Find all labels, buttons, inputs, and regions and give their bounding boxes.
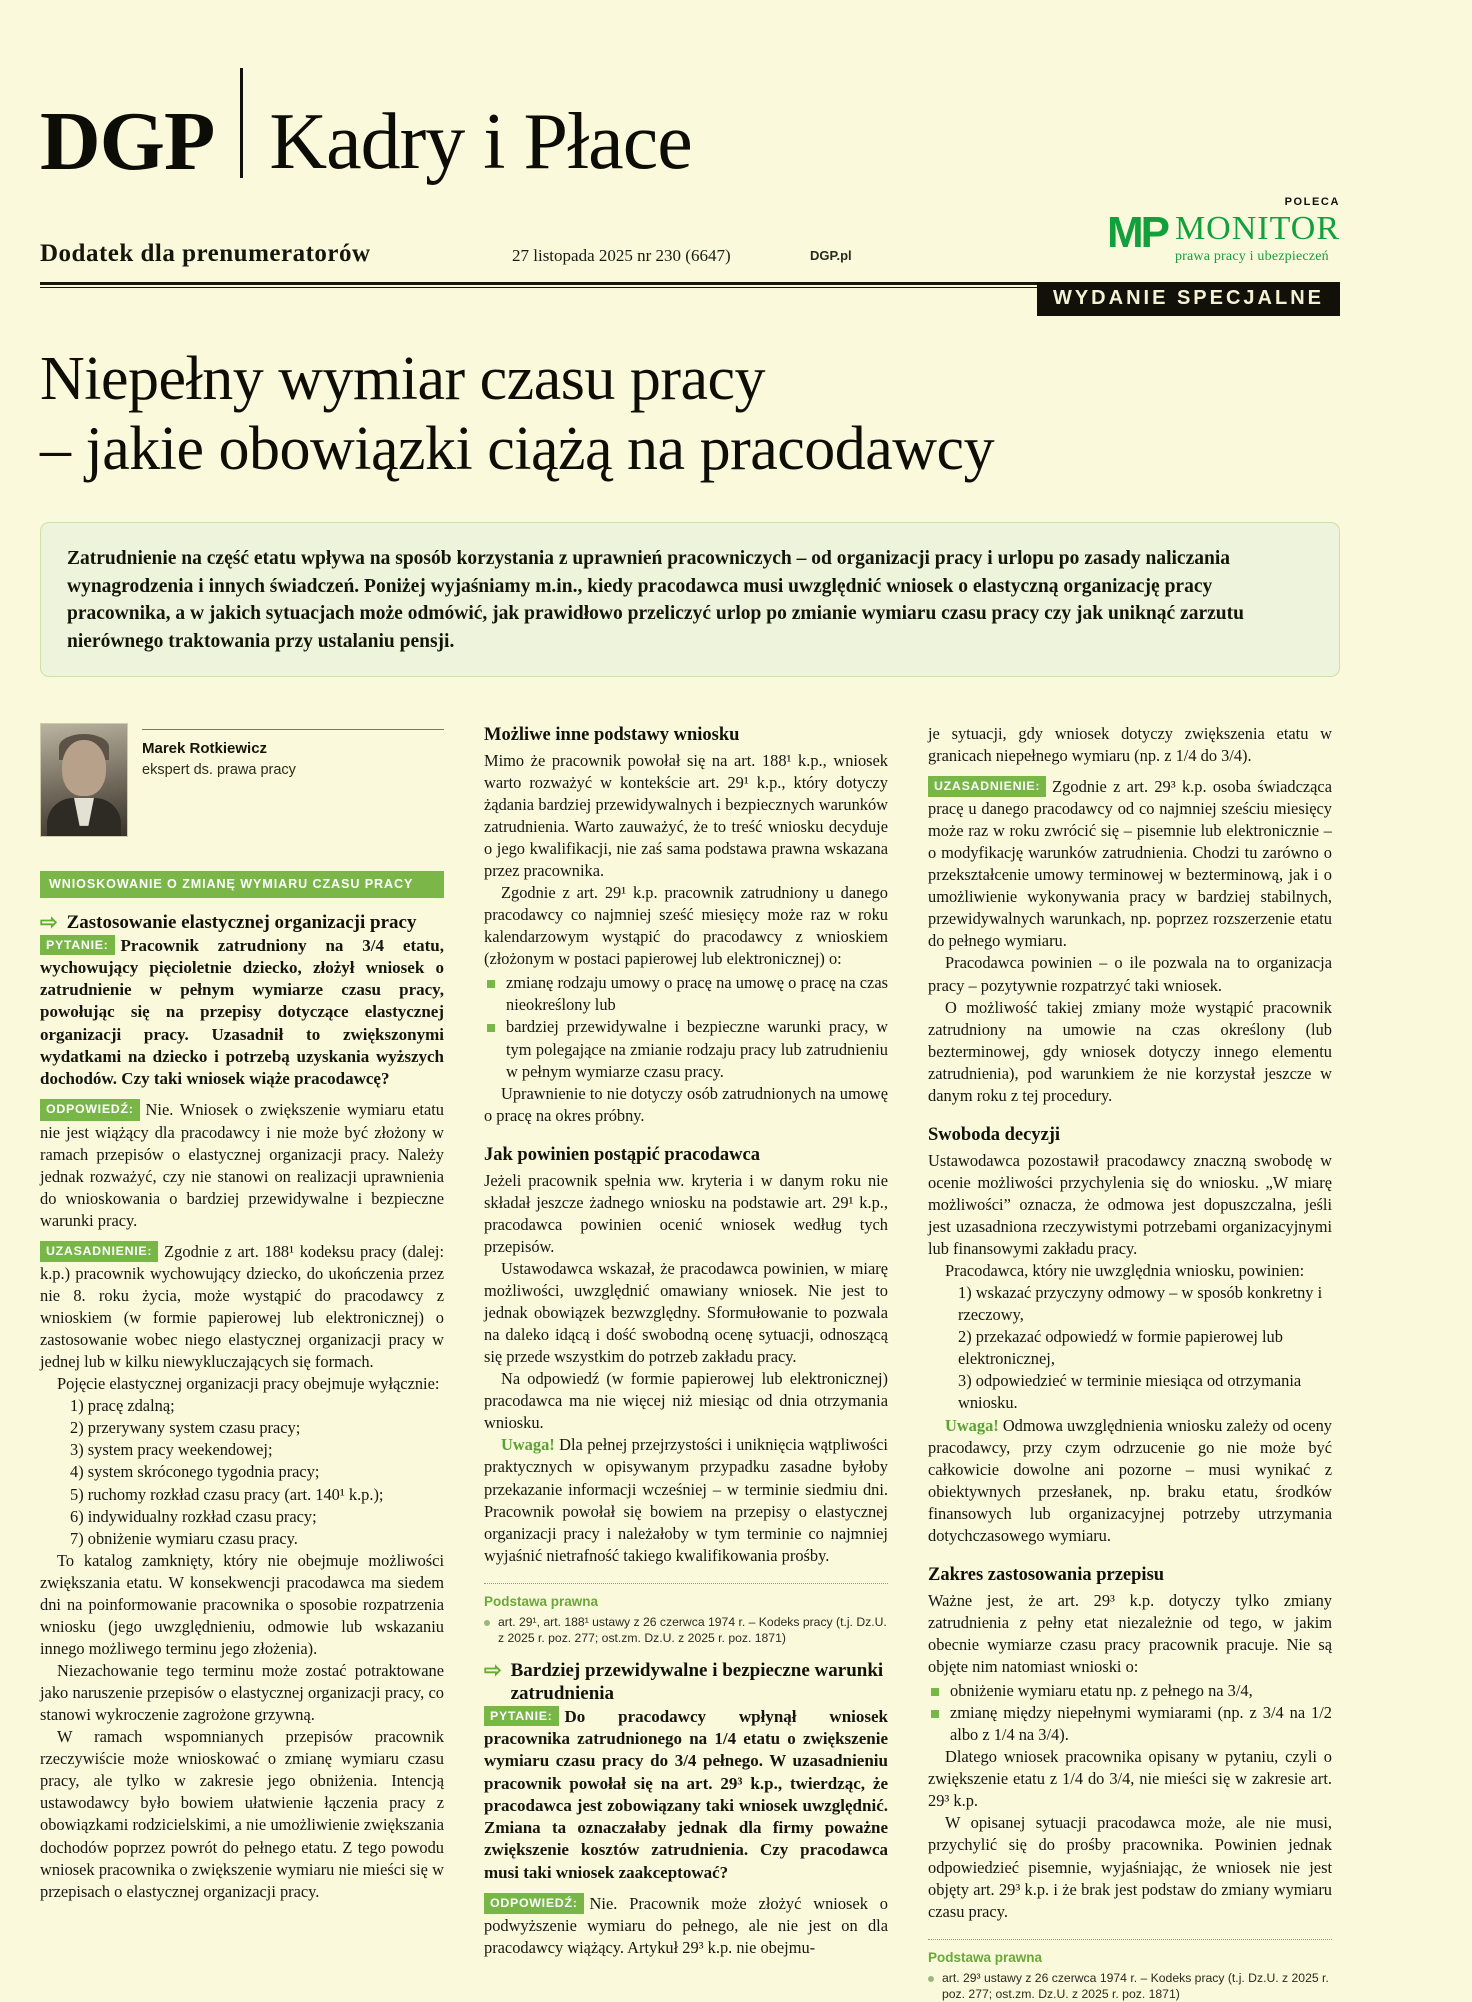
column-1 [40,723,470,2002]
justification-label: UZASADNIENIE: [928,776,1046,797]
paragraph-pojecie: Pojęcie elastycznej organizacji pracy obejmuje wyłącznie: [57,1374,440,1394]
subsection-heading-text [511,1660,888,1706]
note-label: Uwaga! [501,1435,555,1455]
paragraph: je sytuacji, gdy wniosek dotyczy zwiększenia etatu w granicach niepełnego wymiaru (np. z 1/4 do 3/4). [928,723,1332,765]
paragraph: Pracodawca powinien – o ile pozwala na to organizacja pracy – pozytywnie rozpatrzyć taki wniosek. [928,953,1332,995]
author-block [40,723,444,837]
author-role: ekspert ds. prawa pracy [142,762,296,779]
issue-date: 27 listopada 2025 nr 230 (6647) [512,246,731,265]
answer-text: Nie. Pracownik może złożyć wniosek o podwyższenie wymiaru do pełnego, ale nie jest on dla pracodawcy wiążący. Artykuł 29³ k.p. nie obejmu- [484,1893,888,1957]
justification-block [928,776,1332,953]
column-2 [470,723,914,2002]
list-item: 1) pracę zdalną; [70,1396,175,1416]
legal-basis-title: Podstawa prawna [928,1949,1043,1965]
list-item: zmianę rodzaju umowy o pracę na umowę o pracę na czas nieokreślony lub [484,972,888,1016]
question-label: PYTANIE: [484,1706,559,1727]
question-label: PYTANIE: [40,935,115,956]
heading-mozliwe-podstawy: Możliwe inne podstawy wniosku [484,724,740,745]
list-item: 7) obniżenie wymiaru czasu pracy. [70,1528,298,1548]
sub-header [40,196,1340,278]
list-item: 1) wskazać przyczyny odmowy – w sposób konkretny i rzeczowy, [958,1283,1323,1325]
paragraph: O możliwość takiej zmiany może wystąpić pracownik zatrudniony na umowie na czas określony (lub bezterminowej, gdy wniosek dotyczy innego elementu zatrudnienia), pod warunkiem że nie korzystał jeszcze w danym roku z tej procedury. [928,997,1332,1105]
subsection-heading-line-1: Bardziej przewidywalne i bezpieczne warunki [510,1660,884,1682]
subsection-heading-text: Zastosowanie elastycznej organizacji pracy [66,911,417,933]
paragraph-katalog: To katalog zamknięty, który nie obejmuje możliwości zwiększania etatu. W konsekwencji pracodawca ma siedem dni na poinformowanie pracownika o sposobie rozpatrzenia wniosku (jego uwzględnieniu, odmowie lub wskazaniu innego możliwego terminu jego złożenia). [40,1550,444,1658]
list-item: 2) przerywany system czasu pracy; [70,1418,301,1438]
subsection-heading-line-2: zatrudnienia [510,1682,615,1704]
answer-label: ODPOWIEDŹ: [40,1099,140,1120]
list-item: 3) system pracy weekendowej; [70,1440,273,1460]
list-item: 2) przekazać odpowiedź w formie papierowej lub elektronicznej, [958,1327,1283,1369]
arrow-right-icon: ⇨ [484,1658,502,1683]
paragraph: Zgodnie z art. 29¹ k.p. pracownik zatrudniony u danego pracodawcy co najmniej sześć miesięcy może raz w roku kalendarzowym wystąpić do pracodawcy z wnioskiem (złożonym w postaci papierowej lub elektronicznej) o: [484,883,888,969]
note-label: Uwaga! [945,1415,999,1435]
arrow-right-icon: ⇨ [40,909,58,934]
justification-label: UZASADNIENIE: [40,1241,158,1262]
paragraph: Jeżeli pracownik spełnia ww. kryteria i w danym roku nie składał jeszcze żadnego wniosku na podstawie art. 29¹ k.p., pracodawca powinien ocenić wniosek według tych przepisów. [484,1170,888,1256]
headline-line-2: – jakie obowiązki ciążą na pracodawcy [40,415,995,484]
list-item: 3) odpowiedzieć w terminie miesiąca od otrzymania wniosku. [958,1371,1302,1413]
legal-basis-text: art. 29¹, art. 188¹ ustawy z 26 czerwca 1974 r. – Kodeks pracy (t.j. Dz.U. z 2025 r. poz. 277; ost.zm. Dz.U. z 2025 r. poz. 1871) [484,1614,888,1646]
section-title: Kadry i Płace [269,98,692,186]
headline-line-1: Niepełny wymiar czasu pracy [40,345,766,413]
paragraph: Ustawodawca pozostawił pracodawcy znaczną swobodę w ocenie możliwości przychylenia się do wniosku. „W miarę możliwości” oznacza, że odmowa jest dopuszczalna, jeśli jest uzasadniona rzeczywistymi potrzebami organizacyjnymi lub finansowymi zakładu pracy. [928,1150,1332,1259]
paragraph: Ważne jest, że art. 29³ k.p. dotyczy tylko zmiany zatrudnienia z pełny etat niezależnie od tego, w jakim obecnie wymiarze czasu pracy pracownik pracuje. Nie są objęte nim natomiast wnioski o: [928,1590,1332,1676]
article-columns [40,723,1340,2002]
justification-block [40,1241,444,1373]
excluded-requests-list [928,1680,1332,1746]
monitor-title: MONITOR [1174,210,1340,247]
flexible-work-forms-list [40,1395,444,1549]
paragraph: Mimo że pracownik powołał się na art. 188¹ k.p., wniosek warto rozważyć w kontekście art. 29¹ k.p., który dotyczy żądania bardziej przewidywalnych i bezpiecznych warunków zatrudnienia. Warto zauważyć, że to treść wniosku decyduje o jego kwalifikacji, nie zaś sama podstawa prawna wskazana przez pracownika. [484,750,888,881]
paragraph: Dlatego wniosek pracownika opisany w pytaniu, czyli o zwiększenie etatu z 1/4 do 3/4, nie mieści się w zakresie art. 29³ k.p. [928,1747,1332,1811]
paragraph-ramach: W ramach wspomnianych przepisów pracownik rzeczywiście może wnioskować o zmianę wymiaru czasu pracy, ale tylko w zakresie jego obniżenia. Intencją ustawodawcy było bowiem ułatwienie łączenia pracy z obowiązkami rodzicielskimi, a nie umożliwienie zwiększania dochodów poprzez powrót do pełnego etatu. Z tego powodu wniosek pracownika o zwiększenie wymiaru nie mieści się w przepisach o elastycznej organizacji pracy. [40,1727,444,1901]
brand-logo: DGP [40,95,215,189]
author-name: Marek Rotkiewicz [142,739,268,757]
heading-jak-postapic: Jak powinien postąpić pracodawca [484,1144,760,1165]
question-block [484,1706,888,1884]
status-badge: WYDANIE SPECJALNE [1037,282,1340,316]
paragraph: W opisanej sytuacji pracodawca może, ale nie musi, przychylić się do prośby pracownika. Powinien jednak odpowiedzieć pisemnie, wyjaśniając, że wniosek nie jest objęty art. 29³ k.p. i że brak jest podstaw do zmiany wymiaru czasu pracy. [928,1813,1332,1921]
note-text: Odmowa uwzględnienia wniosku zależy od oceny pracodawcy, przy czym odrzucenie go nie może być całkowicie dowolne ani pozorne – musi wynikać z obiektywnych przesłanek, np. braku etatu, środków finansowych lub organizacyjnej potrzeby utrzymania dotychczasowego wymiaru. [928,1415,1332,1545]
note-block [928,1415,1332,1547]
list-item: 5) ruchomy rozkład czasu pracy (art. 140¹ k.p.); [70,1484,384,1504]
legal-basis-box [928,1939,1332,2002]
author-rule [142,729,444,730]
answer-block [484,1893,888,1959]
paragraph: Ustawodawca wskazał, że pracodawca powinien, w miarę możliwości, uwzględnić omawiany wniosek. Nie jest to jednak obowiązek bezwzględny. Sformułowanie to pozwala na daleko idącą i dość swobodną ocenę sytuacji, odnoszącą się przede wszystkim do potrzeb zakładu pracy. [484,1258,888,1367]
supplement-label: Dodatek dla prenumeratorów [40,240,371,267]
note-text: Dla pełnej przejrzystości i uniknięcia wątpliwości praktycznych w opisywanym przypadku zasadne byłoby przekazanie informacji wcześniej – w terminie siedmiu dni. Pracownik powołał się bowiem na przepisy o elastycznej organizacji pracy i należałoby w tym terminie co najmniej wyjaśnić nietrafność takiego kwalifikowania prośby. [484,1435,888,1565]
justification-text: Zgodnie z art. 188¹ kodeksu pracy (dalej: k.p.) pracownik wychowujący dziecko, do ukończenia przez nie 8. roku życia, może wystąpić do pracodawcy z wnioskiem (w formie papierowej lub elektronicznej) o zastosowanie wobec niego elastycznej organizacji pracy w jednej lub w kilku niewykluczających się formach. [40,1241,444,1372]
paragraph: Na odpowiedź (w formie papierowej lub elektronicznej) pracodawca ma nie więcej niż miesiąc od dnia otrzymania wniosku. [484,1369,888,1433]
poleca-label: POLECA [1284,196,1340,208]
answer-block [40,1099,444,1231]
list-item: obniżenie wymiaru etatu np. z pełnego na 3/4, [928,1680,1332,1702]
section-banner: WNIOSKOWANIE O ZMIANĘ WYMIARU CZASU PRACY [40,871,444,898]
monitor-mp-logo-icon: MP [1106,208,1167,257]
list-item: 6) indywidualny rozkład czasu pracy; [70,1506,317,1526]
note-block [484,1434,888,1566]
list-item: 4) system skróconego tygodnia pracy; [70,1462,320,1482]
legal-basis-box [484,1583,888,1646]
paragraph: Pracodawca, który nie uwzględnia wniosku, powinien: [945,1261,1305,1281]
answer-label: ODPOWIEDŹ: [484,1893,584,1914]
masthead [40,0,1340,189]
paragraph-niezachowanie: Niezachowanie tego terminu może zostać potraktowane jako naruszenie przepisów o elastycznej organizacji pracy, co stanowi wykroczenie zagrożone grzywną. [40,1661,444,1725]
monitor-subtitle: prawa pracy i ubezpieczeń [1174,249,1329,264]
answer-text: Nie. Wniosek o zwiększenie wymiaru etatu nie jest wiążący dla pracodawcy i nie może być złożony w ramach przepisów o elastycznej organizacji pracy. Należy jednak rozważyć, czy nie stanowi on realizacji uprawnienia do wnioskowania o bardziej przewidywalne i bezpieczne warunki pracy. [40,1100,444,1230]
monitor-promo [1020,196,1340,265]
subsection-heading [40,909,444,935]
question-block [40,935,444,1091]
request-options-list [484,972,888,1082]
masthead-divider [240,68,243,178]
question-text: Do pracodawcy wpłynął wniosek pracownika zatrudnionego na 1/4 etatu o zwiększenie wymiaru czasu pracy do 3/4 pełnego. W uzasadnieniu pracownik powołał się na art. 29³ k.p., twierdząc, że pracodawca jest zobowiązany taki wniosek uwzględnić. Zmiana ta oznaczałaby jednak dla firmy poważne zwiększenie kosztów zatrudnienia. Czy pracodawca musi taki wniosek zaakceptować? [484,1706,888,1882]
lead-paragraph: Zatrudnienie na część etatu wpływa na sposób korzystania z uprawnień pracowniczych – od organizacji pracy i urlopu po zasady naliczania wynagrodzenia i innych świadczeń. Poniżej wyjaśniamy m.in., kiedy pracodawca musi uwzględnić wniosek o elastyczną organizację pracy pracownika, a w jakich sytuacjach może odmówić, jak prawidłowo przeliczyć urlop po zmianie wymiaru czasu pracy czy jak uniknąć zarzutu nierównego traktowania przy ustalaniu pensji. [40,522,1340,677]
legal-basis-text: art. 29³ ustawy z 26 czerwca 1974 r. – Kodeks pracy (t.j. Dz.U. z 2025 r. poz. 277; ost.zm. Dz.U. z 2025 r. poz. 1871) [928,1970,1332,2002]
site-url: DGP.pl [810,248,852,263]
subsection-heading [484,1660,888,1706]
legal-basis-title: Podstawa prawna [484,1593,599,1609]
avatar [40,723,128,837]
heading-zakres-zastosowania: Zakres zastosowania przepisu [928,1564,1165,1585]
question-text: Pracownik zatrudniony na 3/4 etatu, wychowujący pięcioletnie dziecko, złożył wniosek o zatrudnienie w pełnym wymiarze czasu pracy, powołując się na przepisy dotyczące elastycznej organizacji pracy. Uzasadnił to zwiększonymi wydatkami na dziecko i potrzebą uzyskania wyższych dochodów. Czy taki wniosek wiąże pracodawcę? [40,935,444,1089]
heading-swoboda-decyzji: Swoboda decyzji [928,1124,1061,1145]
page-title [40,344,1340,484]
employer-duties-list [928,1282,1332,1414]
list-item: zmianę między niepełnymi wymiarami (np. z 3/4 na 1/2 albo z 1/4 na 3/4). [928,1702,1332,1746]
list-item: bardziej przewidywalne i bezpieczne warunki pracy, w tym polegające na zmianie rodzaju pracy lub zatrudnieniu w pełnym wymiarze czasu pracy. [484,1016,888,1082]
paragraph: Uprawnienie to nie dotyczy osób zatrudnionych na umowę o pracę na okres próbny. [484,1083,888,1125]
justification-text: Zgodnie z art. 29³ k.p. osoba świadcząca pracę u danego pracodawcy od co najmniej sześciu miesięcy może raz w roku zwrócić się – pisemnie lub elektronicznie – o modyfikację warunków zatrudnienia. Chodzi tu zarówno o przekształcenie umowy terminowej w bezterminową, jak i o umożliwienie wykonywania pracy w bardziej stabilnych, przewidywalnych warunkach, np. poprzez rozszerzenie etatu do pełnego wymiaru. [928,776,1332,951]
column-3 [914,723,1332,2002]
